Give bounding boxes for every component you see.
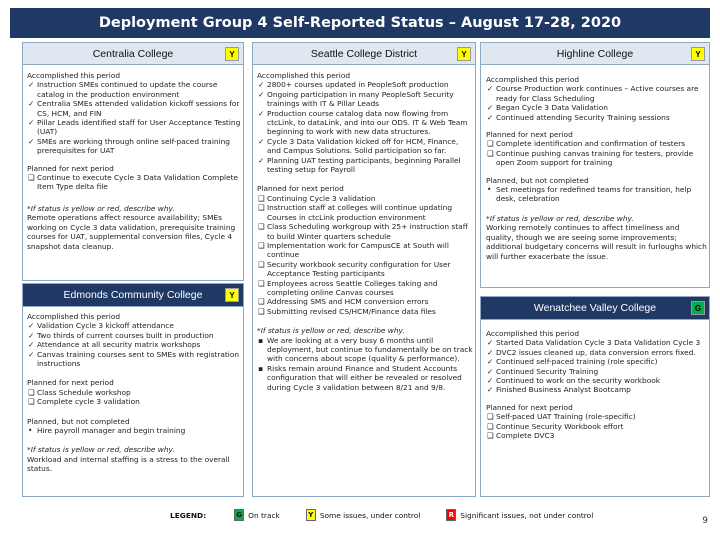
edmonds-not-completed-section	[27, 417, 241, 436]
list-item: ▪ Risks remain around Finance and Student Accounts configuration that will either be revealed or resolved during Cycle 3 validation between 8/21 and 9/8.	[258, 363, 462, 392]
list-item: ✓ Began Cycle 3 Data Validation	[487, 103, 608, 113]
list-item: ❑ Complete cycle 3 validation	[28, 397, 140, 407]
checkbox-icon: ❑	[258, 278, 265, 288]
list-item: ✓ Continued self-paced training (role specific)	[487, 357, 658, 367]
list-item: ✓ SMEs are working through online self-paced training prerequisites for UAT	[28, 136, 230, 156]
centralia-planned-section	[27, 164, 241, 192]
seattle-planned-title: Planned for next period	[257, 184, 344, 194]
checkmark-icon: ✓	[258, 89, 265, 99]
checkmark-icon: ✓	[28, 136, 35, 146]
highline-not-completed-section	[486, 176, 708, 204]
centralia-content	[27, 71, 241, 257]
list-item: ✓ Two thirds of current courses built in production	[28, 330, 214, 340]
checkbox-icon: ❑	[28, 173, 35, 183]
bullet-icon: •	[28, 426, 33, 436]
checkmark-icon: ✓	[28, 340, 35, 350]
edmonds-note-text: Workload and internal staffing is a stress to the overall status.	[27, 454, 230, 474]
wenatchee-planned-section	[486, 403, 708, 441]
checkbox-icon: ❑	[487, 431, 494, 441]
page-number: 9	[702, 516, 708, 526]
list-item: ✓ Started Data Validation Cycle 3 Data Validation Cycle 3	[487, 338, 701, 348]
checkmark-icon: ✓	[28, 99, 35, 109]
checkmark-icon: ✓	[487, 103, 494, 113]
checkbox-icon: ❑	[258, 297, 265, 307]
highline-content	[486, 75, 708, 267]
seattle-accomplished-section	[257, 71, 473, 174]
list-item: ✓ Instruction SMEs continued to update the course catalog in the production environment	[28, 80, 218, 99]
highline-not-completed-title: Planned, but not completed	[486, 175, 589, 185]
legend-red-swatch: R	[446, 509, 456, 521]
list-item: ❑ Complete DVC3	[487, 431, 555, 441]
wenatchee-status-badge: G	[691, 301, 705, 315]
wenatchee-name: Wenatchee Valley College	[533, 302, 657, 314]
checkbox-icon: ❑	[28, 397, 35, 407]
checkmark-icon: ✓	[487, 376, 494, 386]
seattle-header	[253, 43, 475, 65]
page-title-text: Deployment Group 4 Self-Reported Status – August 17-28, 2020	[98, 15, 622, 31]
page-title	[10, 8, 710, 38]
seattle-note-label: *If status is yellow or red, describe why.	[257, 326, 405, 336]
checkmark-icon: ✓	[28, 80, 35, 90]
highline-accomplished-section	[486, 75, 708, 122]
centralia-accomplished-title: Accomplished this period	[27, 71, 121, 80]
list-item: ❑ Security workbook security configuration for User Acceptance Testing participants	[258, 259, 451, 279]
highline-status-badge: Y	[691, 47, 705, 61]
centralia-planned-title: Planned for next period	[27, 163, 114, 173]
list-item: ✓ Attendance at all security matrix workshops	[28, 340, 201, 350]
list-item: • Set meetings for redefined teams for transition, help desk, celebration	[487, 185, 692, 204]
checkbox-icon: ❑	[258, 306, 265, 316]
list-item: ❑ Continue pushing canvas training for testers, provide open Zoom support for training	[487, 148, 694, 168]
wenatchee-accomplished-section	[486, 329, 708, 395]
centralia-name: Centralia College	[92, 47, 174, 60]
centralia-status-badge: Y	[225, 47, 239, 61]
checkmark-icon: ✓	[258, 108, 265, 118]
legend-red-text: Significant issues, not under control	[460, 510, 594, 520]
checkmark-icon: ✓	[28, 321, 35, 331]
checkbox-icon: ❑	[258, 193, 265, 203]
list-item: ✓ Cycle 3 Data Validation kicked off for HCM, Finance, and Campus Solutions. Solid participation so far.	[258, 136, 459, 156]
list-item: • Hire payroll manager and begin training	[28, 426, 186, 436]
list-item: ✓ Planning UAT testing participants, beginning Parallel testing setup for Payroll	[258, 155, 461, 175]
checkmark-icon: ✓	[28, 330, 35, 340]
checkmark-icon: ✓	[487, 366, 494, 376]
highline-planned-title: Planned for next period	[486, 130, 573, 140]
list-item: ✓ 2800+ courses updated in PeopleSoft production	[258, 80, 449, 90]
list-item: ❑ Submitting revised CS/HCM/Finance data files	[258, 306, 436, 316]
edmonds-accomplished-title: Accomplished this period	[27, 312, 121, 321]
centralia-note-label: *If status is yellow or red, describe why.	[27, 203, 175, 213]
edmonds-panel	[22, 283, 244, 497]
checkbox-icon: ❑	[487, 412, 494, 422]
edmonds-content	[27, 312, 241, 480]
list-item: ✓ Continued Security Training	[487, 366, 599, 376]
seattle-name: Seattle College District	[310, 47, 418, 60]
highline-panel	[480, 42, 710, 288]
seattle-planned-section	[257, 184, 473, 316]
list-item: ❑ Continue to execute Cycle 3 Data Validation Complete Item Type delta file	[28, 173, 239, 192]
checkbox-icon: ❑	[487, 148, 494, 158]
checkbox-icon: ❑	[487, 139, 494, 149]
centralia-header	[23, 43, 243, 65]
highline-note-text: Working remotely continues to affect timeliness and quality, though we are seeing some improvements; additional budgetary concerns will result in furloughs which will further exacerbate the issue.	[486, 223, 707, 261]
legend-green-text: On track	[248, 510, 280, 520]
edmonds-note-section	[27, 445, 241, 473]
list-item: ✓ Canvas training courses sent to SMEs with registration instructions	[28, 349, 240, 369]
list-item: ❑ Complete identification and confirmation of testers	[487, 139, 686, 149]
edmonds-header	[23, 284, 243, 307]
edmonds-status-badge: Y	[225, 288, 239, 302]
list-item: ❑ Implementation work for CampusCE at South will continue	[258, 240, 449, 260]
edmonds-planned-title: Planned for next period	[27, 378, 114, 388]
seattle-accomplished-title: Accomplished this period	[257, 71, 351, 80]
wenatchee-planned-title: Planned for next period	[486, 402, 573, 412]
legend-yellow-swatch: Y	[306, 509, 316, 521]
list-item: ✓ Centralia SMEs attended validation kickoff sessions for CS, HCM, and FIN	[28, 99, 240, 118]
legend-yellow-text: Some issues, under control	[319, 510, 421, 520]
list-item: ✓ Course Production work continues – Active courses are ready for Class Scheduling	[487, 84, 699, 103]
list-item: ✓ Validation Cycle 3 kickoff attendance	[28, 321, 174, 331]
list-item: ❑ Self-paced UAT Training (role-specific)	[487, 412, 636, 422]
checkmark-icon: ✓	[258, 155, 265, 165]
checkmark-icon: ✓	[258, 80, 265, 90]
edmonds-name: Edmonds Community College	[63, 289, 203, 301]
checkbox-icon: ❑	[258, 222, 265, 232]
bullet-icon: ▪	[258, 363, 264, 373]
checkmark-icon: ✓	[487, 385, 494, 395]
highline-note-label: *If status is yellow or red, describe why.	[486, 213, 634, 223]
list-item: ❑ Continuing Cycle 3 validation	[258, 193, 376, 203]
highline-header	[481, 43, 709, 65]
wenatchee-header	[481, 297, 709, 320]
checkmark-icon: ✓	[487, 347, 494, 357]
list-item: ❑ Continue Security Workbook effort	[487, 421, 624, 431]
bullet-icon: ▪	[258, 335, 264, 345]
seattle-panel	[252, 42, 476, 497]
list-item: ❑ Employees across Seattle Colleges taking and completing online Canvas courses	[258, 278, 438, 297]
highline-note-section	[486, 214, 708, 261]
list-item: ✓ Ongoing participation in many PeopleSoft Security trainings with IT & Pillar Leads	[258, 89, 454, 109]
checkbox-icon: ❑	[28, 387, 35, 397]
legend	[170, 508, 619, 522]
checkbox-icon: ❑	[258, 203, 265, 213]
centralia-note-section	[27, 204, 241, 251]
highline-planned-section	[486, 130, 708, 168]
checkmark-icon: ✓	[28, 349, 35, 359]
seattle-status-badge: Y	[457, 47, 471, 61]
bullet-icon: •	[487, 185, 492, 195]
list-item: ✓ Production course catalog data now flowing from ctcLink, to dataLink, and into our ODS. IT & Web Team beginning to work with new data structures.	[258, 108, 468, 137]
list-item: ✓ DVC2 issues cleaned up, data conversion errors fixed.	[487, 347, 696, 357]
highline-accomplished-title: Accomplished this period	[486, 75, 580, 84]
checkbox-icon: ❑	[258, 240, 265, 250]
list-item: ❑ Addressing SMS and HCM conversion errors	[258, 297, 429, 307]
wenatchee-content	[486, 329, 708, 446]
checkbox-icon: ❑	[487, 421, 494, 431]
seattle-note-section	[257, 326, 473, 392]
wenatchee-panel	[480, 296, 710, 497]
checkmark-icon: ✓	[258, 136, 265, 146]
seattle-content	[257, 71, 473, 398]
centralia-panel	[22, 42, 244, 281]
list-item: ✓ Finished Business Analyst Bootcamp	[487, 385, 631, 395]
checkmark-icon: ✓	[28, 118, 35, 128]
list-item: ❑ Class Schedule workshop	[28, 387, 131, 397]
edmonds-accomplished-section	[27, 312, 241, 368]
checkmark-icon: ✓	[487, 112, 494, 122]
centralia-note-text: Remote operations affect resource availability; SMEs working on Cycle 3 data validation, prerequisite training courses for UAT, supplemental conversion files, Cycle 4 snapshot data cleanup.	[27, 213, 236, 251]
list-item: ❑ Instruction staff at colleges will continue updating Courses in ctcLink production environment	[258, 203, 453, 222]
legend-label: LEGEND:	[170, 510, 207, 520]
list-item: ❑ Class Scheduling workgroup with 25+ instruction staff to build Winter quarters schedule	[258, 222, 468, 241]
list-item: ✓ Continued to work on the security workbook	[487, 376, 661, 386]
list-item: ✓ Pillar Leads identified staff for User Acceptance Testing (UAT)	[28, 118, 241, 137]
checkmark-icon: ✓	[487, 357, 494, 367]
list-item: ▪ We are looking at a very busy 6 months until deployment, but continue to fundamentally be on track with concerns about scope (quality & performance).	[258, 335, 473, 364]
checkbox-icon: ❑	[258, 259, 265, 269]
list-item: ✓ Continued attending Security Training sessions	[487, 112, 670, 122]
edmonds-not-completed-title: Planned, but not completed	[27, 416, 130, 426]
wenatchee-accomplished-title: Accomplished this period	[486, 329, 580, 338]
checkmark-icon: ✓	[487, 84, 494, 94]
legend-green-swatch: G	[234, 509, 244, 521]
centralia-accomplished-section	[27, 71, 241, 156]
edmonds-note-label: *If status is yellow or red, describe why.	[27, 445, 175, 455]
checkmark-icon: ✓	[487, 338, 494, 348]
edmonds-planned-section	[27, 378, 241, 406]
highline-name: Highline College	[556, 47, 634, 60]
